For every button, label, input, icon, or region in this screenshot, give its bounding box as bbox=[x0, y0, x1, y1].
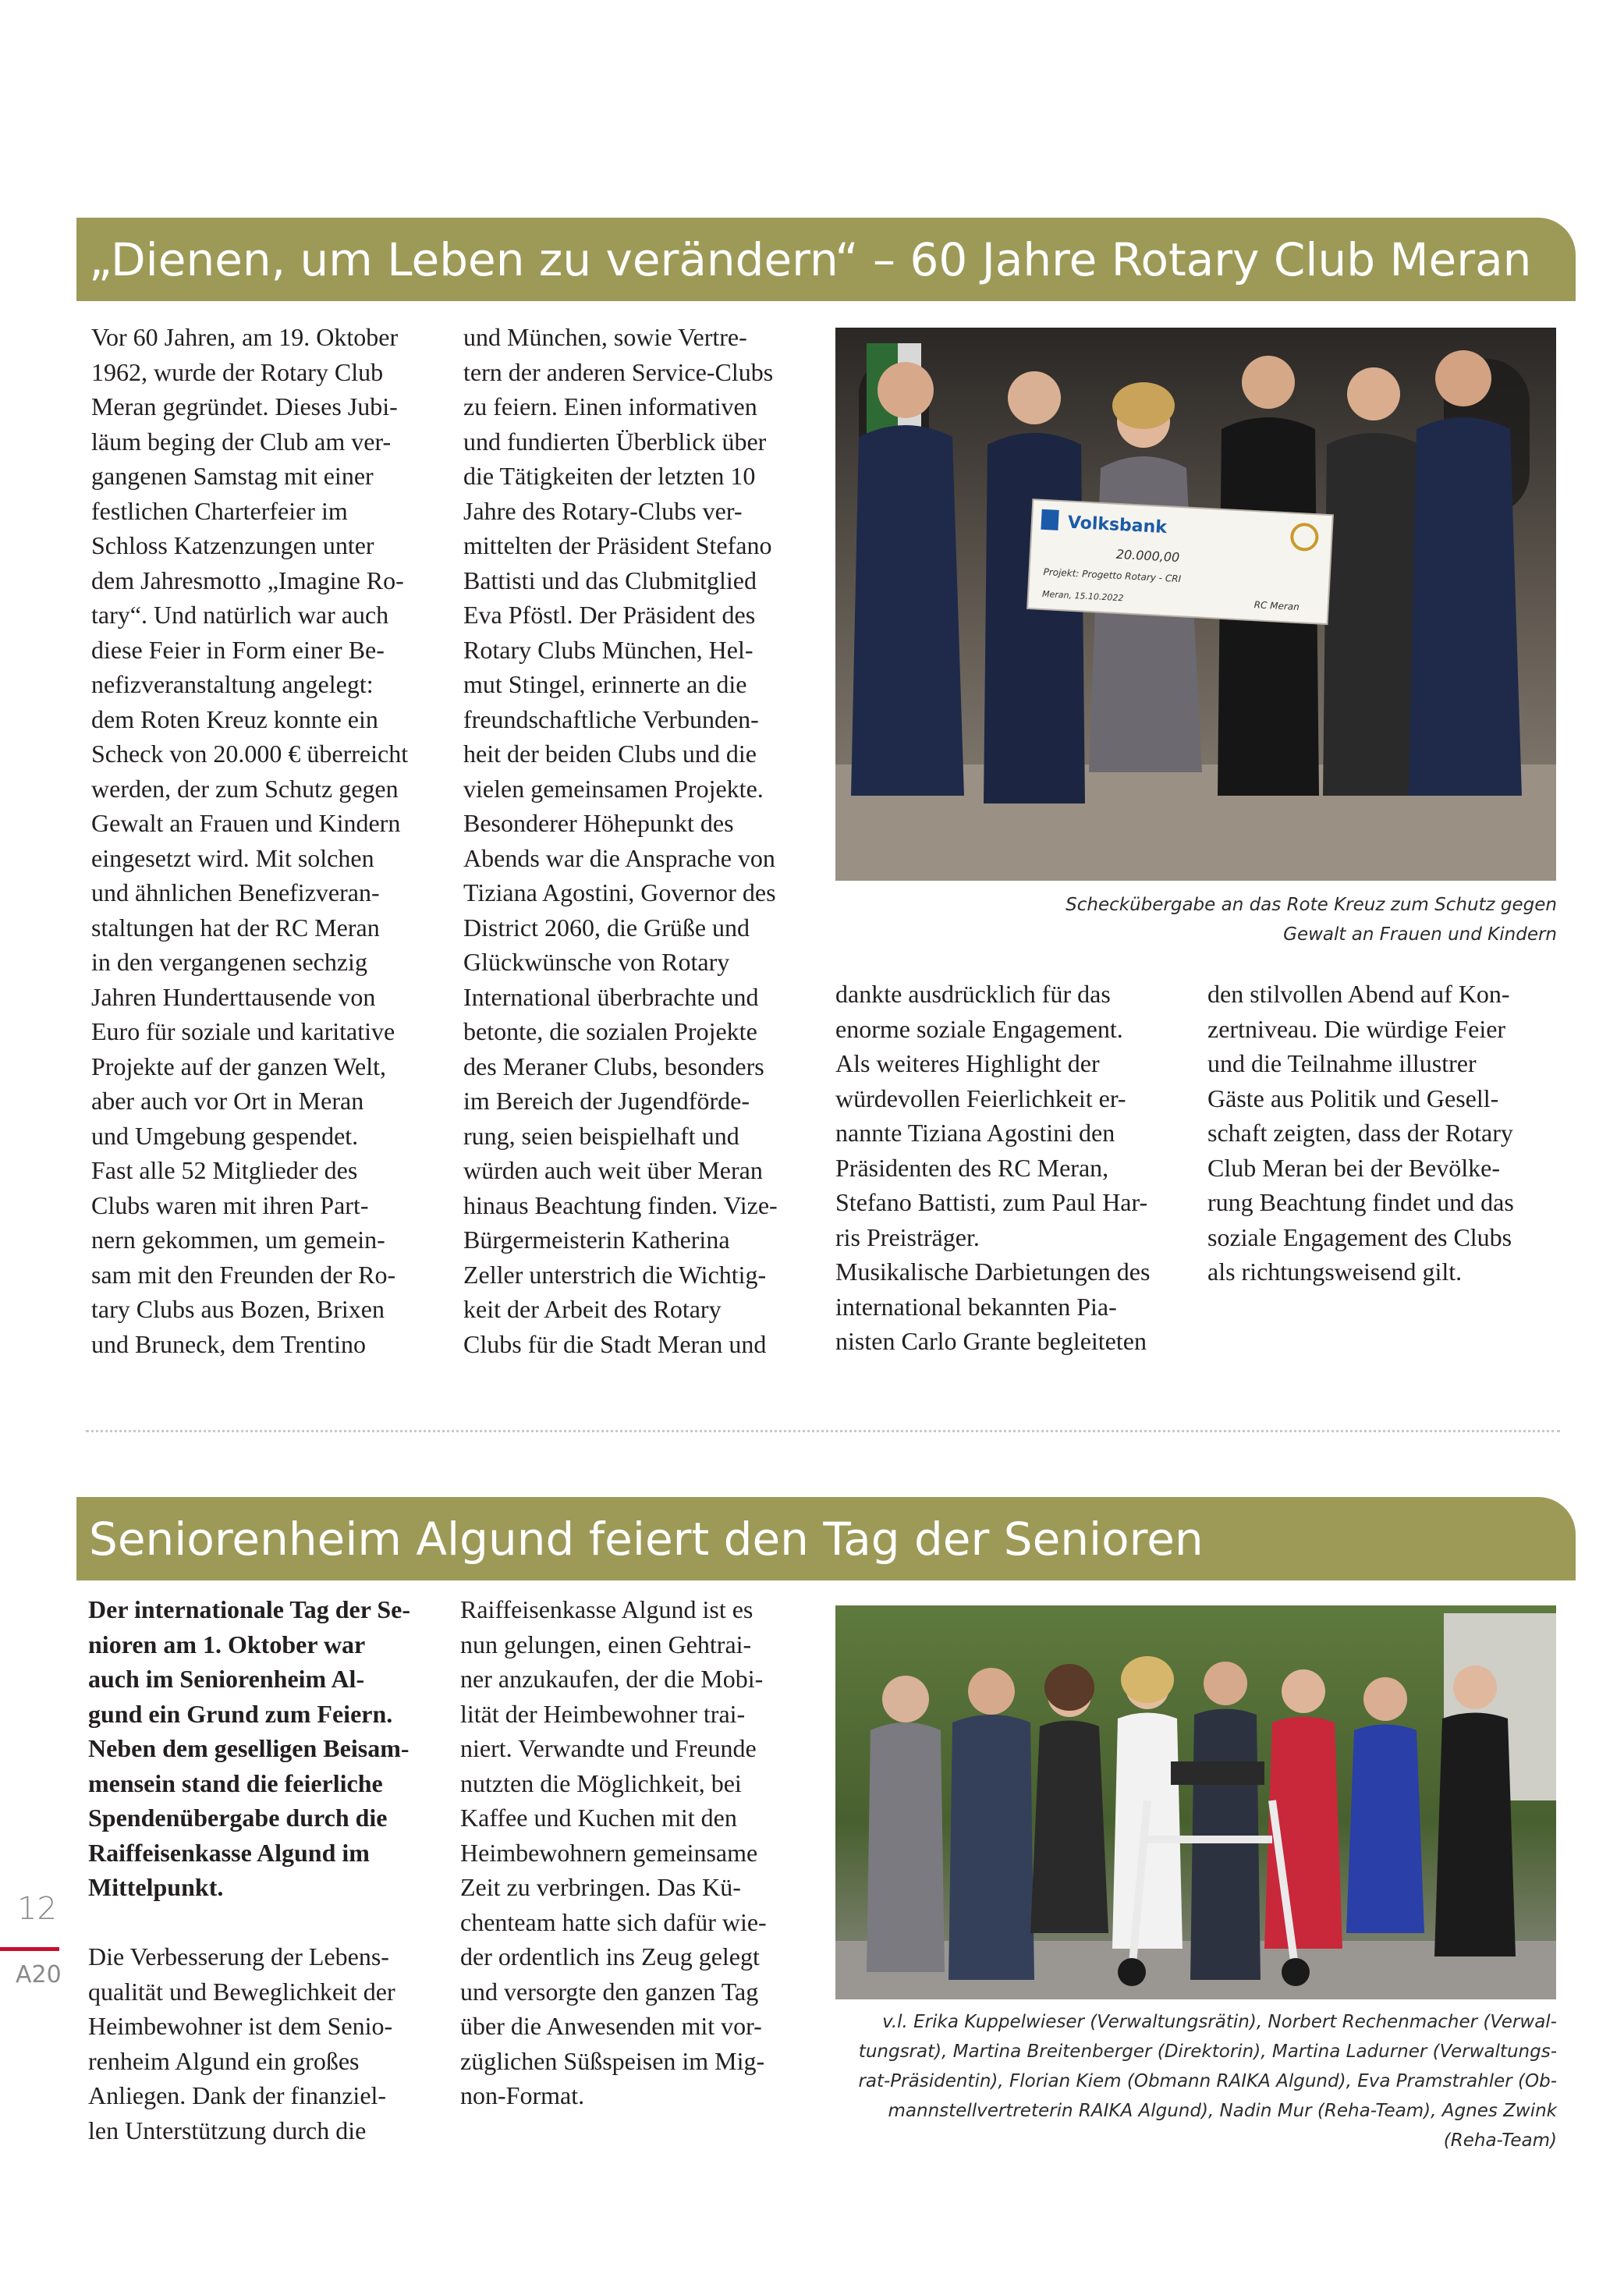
text-line: würden auch weit über Meran bbox=[463, 1156, 763, 1184]
text-line: nun gelungen, einen Gehtrai- bbox=[460, 1630, 752, 1658]
text-line: soziale Engagement des Clubs bbox=[1207, 1222, 1512, 1251]
text-line: nutzten die Möglichkeit, bei bbox=[460, 1768, 742, 1797]
text-line: in den vergangenen sechzig bbox=[91, 948, 367, 976]
text-line: tary“. Und natürlich war auch bbox=[91, 601, 389, 629]
caption-line: mannstellvertreterin RAIKA Algund), Nadin Mur (Reha-Team), Agnes Zwink bbox=[888, 2101, 1557, 2121]
text-line: mittelten der Präsident Stefano bbox=[463, 531, 772, 559]
text-line: nern gekommen, um gemein- bbox=[91, 1226, 385, 1254]
text-line: und Umgebung gespendet. bbox=[91, 1121, 359, 1150]
page-marker-line bbox=[0, 1947, 59, 1951]
article-2-column-1 bbox=[88, 1939, 395, 2148]
text-line: zu feiern. Einen informativen bbox=[463, 392, 757, 420]
cheque-amount: 20.000,00 bbox=[1115, 546, 1180, 566]
text-line: sam mit den Freunden der Ro- bbox=[91, 1260, 396, 1289]
text-line: non-Format. bbox=[460, 2081, 585, 2109]
lead-line: Der internationale Tag der Se- bbox=[88, 1595, 411, 1623]
text-line: und die Teilnahme illustrer bbox=[1207, 1049, 1477, 1077]
text-line: die Tätigkeiten der letzten 10 bbox=[463, 462, 756, 490]
text-line: Schloss Katzenzungen unter bbox=[91, 531, 374, 559]
edition-label: A20 bbox=[16, 1961, 62, 1988]
text-line: dankte ausdrücklich für das bbox=[835, 980, 1111, 1008]
text-line: Zeit zu verbringen. Das Kü- bbox=[460, 1873, 741, 1901]
text-line: und München, sowie Vertre- bbox=[463, 323, 747, 351]
photo-group-with-walker bbox=[835, 1605, 1556, 1999]
article-1-column-4 bbox=[1207, 977, 1514, 1289]
text-line: läum beging der Club am ver- bbox=[91, 427, 392, 456]
text-line: schaft zeigten, dass der Rotary bbox=[1207, 1119, 1513, 1147]
text-line: renheim Algund ein großes bbox=[88, 2046, 360, 2075]
cheque-purpose: Projekt: Progetto Rotary - CRI bbox=[1043, 566, 1182, 585]
text-line: dem Roten Kreuz konnte ein bbox=[91, 704, 378, 733]
text-line: rung Beachtung findet und das bbox=[1207, 1188, 1514, 1216]
text-line: enorme soziale Engagement. bbox=[835, 1014, 1123, 1043]
article-1-photo-caption bbox=[1066, 890, 1557, 949]
lead-line: gund ein Grund zum Feiern. bbox=[88, 1699, 393, 1728]
text-line: freundschaftliche Verbunden- bbox=[463, 704, 759, 733]
text-line: Heimbewohner ist dem Senio- bbox=[88, 2012, 393, 2040]
text-line: Jahren Hunderttausende von bbox=[91, 982, 376, 1011]
text-line: gangenen Samstag mit einer bbox=[91, 462, 374, 490]
article-2-title: Seniorenheim Algund feiert den Tag der Senioren bbox=[76, 1497, 1576, 1580]
text-line: und ähnlichen Benefizveran- bbox=[91, 878, 380, 906]
text-line: 1962, wurde der Rotary Club bbox=[91, 357, 384, 386]
text-line: betonte, die sozialen Projekte bbox=[463, 1017, 757, 1045]
text-line: Clubs waren mit ihren Part- bbox=[91, 1190, 369, 1219]
text-line: Gäste aus Politik und Gesell- bbox=[1207, 1084, 1499, 1112]
text-line: nefizveranstaltung angelegt: bbox=[91, 670, 374, 698]
lead-line: Raiffeisenkasse Algund im bbox=[88, 1838, 370, 1867]
text-line: würdevollen Feierlichkeit er- bbox=[835, 1084, 1126, 1112]
text-line: heit der beiden Clubs und die bbox=[463, 740, 757, 768]
text-line: Clubs für die Stadt Meran und bbox=[463, 1329, 767, 1358]
text-line: Die Verbesserung der Lebens- bbox=[88, 1942, 389, 1971]
caption-line: v.l. Erika Kuppelwieser (Verwaltungsrätin), Norbert Rechenmacher (Verwal- bbox=[882, 2012, 1557, 2032]
text-line: Raiffeisenkasse Algund ist es bbox=[460, 1595, 753, 1623]
caption-line: Gewalt an Frauen und Kindern bbox=[1283, 924, 1557, 945]
article-2-photo bbox=[835, 1605, 1556, 1999]
text-line: werden, der zum Schutz gegen bbox=[91, 774, 399, 803]
text-line: dem Jahresmotto „Imagine Ro- bbox=[91, 566, 404, 594]
text-line: Stefano Battisti, zum Paul Har- bbox=[835, 1188, 1148, 1216]
text-line: Anliegen. Dank der finanziel- bbox=[88, 2081, 387, 2109]
text-line: im Bereich der Jugendförde- bbox=[463, 1087, 750, 1115]
text-line: Präsidenten des RC Meran, bbox=[835, 1153, 1109, 1182]
text-line: Scheck von 20.000 € überreicht bbox=[91, 740, 409, 768]
article-2-column-2 bbox=[460, 1592, 767, 2113]
cheque-bank-name: Volksbank bbox=[1067, 513, 1168, 538]
text-line: Club Meran bei der Bevölke- bbox=[1207, 1153, 1500, 1182]
text-line: Rotary Clubs München, Hel- bbox=[463, 635, 753, 664]
caption-line: Scheckübergabe an das Rote Kreuz zum Schutz gegen bbox=[1066, 895, 1557, 915]
text-line: staltungen hat der RC Meran bbox=[91, 913, 380, 942]
lead-line: mensein stand die feierliche bbox=[88, 1768, 383, 1797]
text-line: hinaus Beachtung finden. Vize- bbox=[463, 1190, 778, 1219]
text-line: len Unterstützung durch die bbox=[88, 2116, 367, 2144]
text-line: der ordentlich ins Zeug gelegt bbox=[460, 1942, 760, 1971]
text-line: lität der Heimbewohner trai- bbox=[460, 1699, 746, 1728]
text-line: zertniveau. Die würdige Feier bbox=[1207, 1014, 1506, 1043]
text-line: Meran gegründet. Dieses Jubi- bbox=[91, 392, 398, 420]
text-line: aber auch vor Ort in Meran bbox=[91, 1087, 364, 1115]
text-line: über die Anwesenden mit vor- bbox=[460, 2012, 762, 2040]
text-line: festlichen Charterfeier im bbox=[91, 496, 348, 525]
caption-line: tungsrat), Martina Breitenberger (Direktorin), Martina Ladurner (Verwaltungs- bbox=[858, 2042, 1557, 2062]
text-line: Zeller unterstrich die Wichtig- bbox=[463, 1260, 767, 1289]
text-line: Glückwünsche von Rotary bbox=[463, 948, 730, 976]
article-1-photo bbox=[835, 328, 1556, 881]
text-line: Battisti und das Clubmitglied bbox=[463, 566, 757, 594]
text-line: eingesetzt wird. Mit solchen bbox=[91, 843, 374, 872]
text-line: Fast alle 52 Mitglieder des bbox=[91, 1156, 358, 1184]
text-line: ris Preisträger. bbox=[835, 1222, 980, 1251]
text-line: und fundierten Überblick über bbox=[463, 427, 767, 456]
text-line: tern der anderen Service-Clubs bbox=[463, 357, 774, 386]
caption-line: rat-Präsidentin), Florian Kiem (Obmann RAIKA Algund), Eva Pramstrahler (Ob- bbox=[858, 2071, 1557, 2091]
text-line: Tiziana Agostini, Governor des bbox=[463, 878, 776, 906]
lead-line: auch im Seniorenheim Al- bbox=[88, 1665, 365, 1693]
text-line: Kaffee und Kuchen mit den bbox=[460, 1804, 737, 1832]
text-line: tary Clubs aus Bozen, Brixen bbox=[91, 1295, 385, 1323]
caption-line: (Reha-Team) bbox=[1443, 2130, 1557, 2151]
text-line: ner anzukaufen, der die Mobi- bbox=[460, 1665, 764, 1693]
text-line: Als weiteres Highlight der bbox=[835, 1049, 1100, 1077]
article-1-column-2 bbox=[463, 320, 778, 1361]
article-1-title: „Dienen, um Leben zu verändern“ – 60 Jahre Rotary Club Meran bbox=[76, 218, 1576, 301]
text-line: als richtungsweisend gilt. bbox=[1207, 1258, 1463, 1286]
text-line: rung, seien beispielhaft und bbox=[463, 1121, 739, 1150]
text-line: Heimbewohnern gemeinsame bbox=[460, 1838, 758, 1867]
text-line: mut Stingel, erinnerte an die bbox=[463, 670, 747, 698]
text-line: International überbrachte und bbox=[463, 982, 759, 1011]
text-line: qualität und Beweglichkeit der bbox=[88, 1977, 395, 2006]
text-line: Abends war die Ansprache von bbox=[463, 843, 775, 872]
article-1-column-1 bbox=[91, 320, 408, 1361]
article-1-column-3 bbox=[835, 977, 1150, 1359]
text-line: des Meraner Clubs, besonders bbox=[463, 1052, 764, 1080]
text-line: Eva Pföstl. Der Präsident des bbox=[463, 601, 756, 629]
text-line: vielen gemeinsamen Projekte. bbox=[463, 774, 764, 803]
text-line: Jahre des Rotary-Clubs ver- bbox=[463, 496, 743, 525]
page-number: 12 bbox=[17, 1891, 57, 1927]
lead-line: Spendenübergabe durch die bbox=[88, 1804, 388, 1832]
article-2-lead bbox=[88, 1592, 410, 1905]
text-line: nisten Carlo Grante begleiteten bbox=[835, 1327, 1147, 1355]
text-line: Bürgermeisterin Katherina bbox=[463, 1226, 730, 1254]
photo-cheque-handover bbox=[835, 328, 1556, 881]
text-line: District 2060, die Grüße und bbox=[463, 913, 750, 942]
article-2-photo-caption bbox=[858, 2007, 1557, 2155]
text-line: nannte Tiziana Agostini den bbox=[835, 1119, 1115, 1147]
text-line: Besonderer Höhepunkt des bbox=[463, 809, 734, 837]
lead-line: Mittelpunkt. bbox=[88, 1873, 224, 1901]
text-line: den stilvollen Abend auf Kon- bbox=[1207, 980, 1510, 1008]
text-line: international bekannten Pia- bbox=[835, 1292, 1117, 1321]
text-line: chenteam hatte sich dafür wie- bbox=[460, 1907, 767, 1936]
text-line: Projekte auf der ganzen Welt, bbox=[91, 1052, 387, 1080]
lead-line: nioren am 1. Oktober war bbox=[88, 1630, 366, 1658]
text-line: niert. Verwandte und Freunde bbox=[460, 1734, 757, 1762]
text-line: züglichen Süßspeisen im Mig- bbox=[460, 2046, 765, 2075]
text-line: Euro für soziale und karitative bbox=[91, 1017, 395, 1045]
section-divider bbox=[86, 1430, 1560, 1432]
lead-line: Neben dem geselligen Beisam- bbox=[88, 1734, 410, 1762]
text-line: Vor 60 Jahren, am 19. Oktober bbox=[91, 323, 399, 351]
text-line: keit der Arbeit des Rotary bbox=[463, 1295, 722, 1323]
cheque-signature: RC Meran bbox=[1253, 599, 1300, 613]
text-line: und Bruneck, dem Trentino bbox=[91, 1329, 366, 1358]
text-line: Gewalt an Frauen und Kindern bbox=[91, 809, 401, 837]
cheque-place-date: Meran, 15.10.2022 bbox=[1041, 588, 1124, 604]
text-line: diese Feier in Form einer Be- bbox=[91, 635, 385, 664]
text-line: Musikalische Darbietungen des bbox=[835, 1258, 1151, 1286]
text-line: und versorgte den ganzen Tag bbox=[460, 1977, 759, 2006]
